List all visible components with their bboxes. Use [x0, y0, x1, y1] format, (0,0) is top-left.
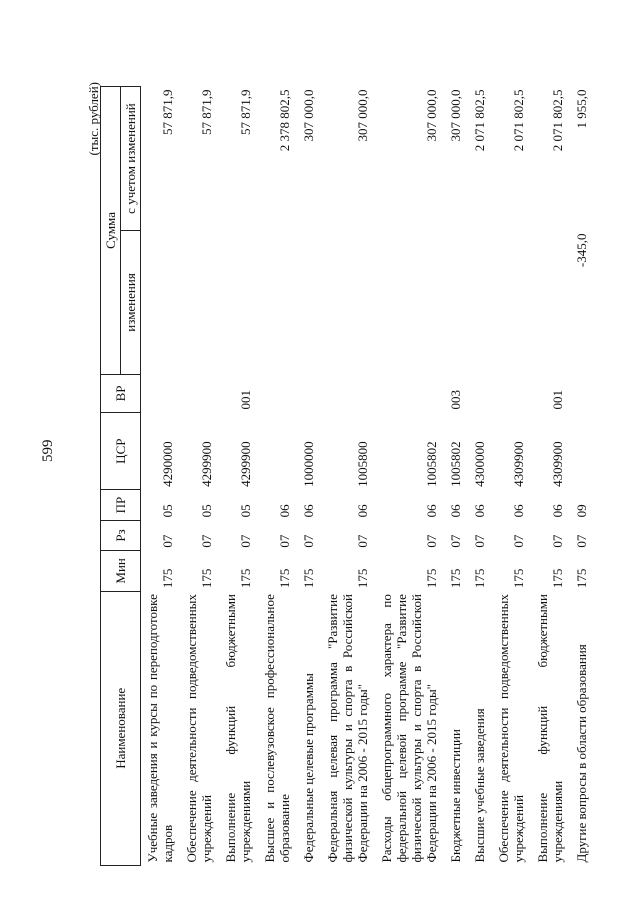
header-csr: ЦСР [101, 413, 141, 490]
row-total: 57 871,9 [199, 89, 214, 135]
row-pr: 05 [238, 504, 253, 518]
row-change [219, 231, 258, 375]
row-name: Высшее и послевузовское профессиональное образование [262, 594, 292, 863]
table-row [297, 87, 321, 866]
row-rz: 07 [160, 534, 175, 548]
row-rz: 07 [355, 534, 370, 548]
row-csr: 4290000 [160, 441, 175, 487]
row-total: 2 071 802,5 [472, 89, 487, 152]
row-total: 307 000,0 [301, 89, 316, 142]
table-row [219, 87, 258, 866]
row-vr: 001 [238, 390, 253, 410]
row-rz: 07 [277, 534, 292, 548]
header-with-change: с учетом изменений [121, 87, 141, 231]
header-min: Мин [101, 551, 141, 591]
row-min: 175 [301, 568, 316, 589]
row-total: 307 000,0 [355, 89, 370, 142]
row-total: 307 000,0 [448, 89, 463, 142]
row-rz: 07 [511, 534, 526, 548]
row-total: 2 071 802,5 [511, 89, 526, 152]
row-name: Учебные заведения и курсы по переподготовке кадров [145, 594, 175, 863]
row-min: 175 [355, 568, 370, 589]
row-rz: 07 [448, 534, 463, 548]
row-total: 307 000,0 [424, 89, 439, 142]
row-vr [321, 374, 375, 412]
row-rz: 07 [472, 534, 487, 548]
row-name: Обеспечение деятельности подведомственных учреждений [184, 594, 214, 863]
header-name: Наименование [101, 591, 141, 865]
row-change [258, 231, 297, 375]
row-pr: 05 [199, 504, 214, 518]
header-rz: Рз [101, 520, 141, 550]
row-name: Обеспечение деятельности подведомственных учреждений [496, 594, 526, 863]
row-name: Расходы общепрограммного характера по федеральной целевой программе "Развитие физической культуры и спорта в Российской Федерации на 2006 - 2015 годы" [379, 594, 439, 863]
row-pr: 06 [472, 504, 487, 518]
row-min: 175 [550, 568, 565, 589]
page-number: 599 [40, 439, 56, 462]
header-sum: Сумма [101, 87, 121, 375]
row-vr [375, 374, 444, 412]
row-vr [468, 374, 492, 412]
row-name: Выполнение функций бюджетными учреждениями [535, 594, 565, 863]
row-min: 175 [574, 568, 589, 589]
row-vr [492, 374, 531, 412]
row-min: 175 [199, 568, 214, 589]
row-total: 2 378 802,5 [277, 89, 292, 152]
table-row [492, 87, 531, 866]
row-change [297, 231, 321, 375]
table-row [531, 87, 570, 866]
row-pr: 06 [550, 504, 565, 518]
row-total: 57 871,9 [238, 89, 253, 135]
row-min: 175 [448, 568, 463, 589]
row-name: Высшие учебные заведения [472, 708, 487, 863]
row-vr [258, 374, 297, 412]
row-vr: 003 [448, 390, 463, 410]
row-change [180, 231, 219, 375]
row-pr: 06 [277, 504, 292, 518]
row-pr: 06 [301, 504, 316, 518]
row-min: 175 [511, 568, 526, 589]
row-csr: 1005800 [355, 441, 370, 487]
row-rz: 07 [301, 534, 316, 548]
row-csr [258, 413, 297, 490]
table-header [101, 87, 141, 866]
row-change [375, 231, 444, 375]
row-csr: 1000000 [301, 441, 316, 487]
row-csr: 1005802 [448, 441, 463, 487]
table-row [570, 87, 594, 866]
row-rz: 07 [574, 534, 589, 548]
row-csr [570, 413, 594, 490]
table-row [468, 87, 492, 866]
header-vr: ВР [101, 374, 141, 412]
row-name: Выполнение функций бюджетными учреждениями [223, 594, 253, 863]
row-pr: 06 [511, 504, 526, 518]
table-row [321, 87, 375, 866]
row-total: 1 955,0 [574, 89, 589, 129]
row-change [444, 231, 468, 375]
table-row [444, 87, 468, 866]
row-total: 57 871,9 [160, 89, 175, 135]
row-change: -345,0 [574, 233, 589, 268]
header-change: изменения [121, 231, 141, 375]
table-row [258, 87, 297, 866]
row-vr [180, 374, 219, 412]
table-row [180, 87, 219, 866]
row-pr: 06 [448, 504, 463, 518]
row-csr: 4309900 [511, 441, 526, 487]
row-rz: 07 [199, 534, 214, 548]
row-name: Другие вопросы в области образования [574, 644, 589, 863]
row-pr: 09 [574, 504, 589, 518]
row-vr [141, 374, 181, 412]
row-pr: 05 [160, 504, 175, 518]
table-body [141, 87, 595, 866]
row-rz: 07 [238, 534, 253, 548]
row-rz: 07 [550, 534, 565, 548]
row-csr: 4300000 [472, 441, 487, 487]
row-pr: 06 [424, 504, 439, 518]
header-pr: ПР [101, 490, 141, 521]
row-name: Федеральные целевые программы [301, 673, 316, 863]
row-min: 175 [160, 568, 175, 589]
row-name: Федеральная целевая программа "Развитие физической культуры и спорта в Российской Федерации на 2006 - 2015 годы" [325, 594, 370, 863]
row-csr: 4309900 [550, 441, 565, 487]
row-csr: 1005802 [424, 441, 439, 487]
row-csr: 4299900 [199, 441, 214, 487]
row-vr: 001 [550, 390, 565, 410]
row-min: 175 [277, 568, 292, 589]
row-rz: 07 [424, 534, 439, 548]
row-min: 175 [238, 568, 253, 589]
budget-table [100, 86, 594, 866]
row-csr: 4299900 [238, 441, 253, 487]
row-vr [297, 374, 321, 412]
row-change [492, 231, 531, 375]
row-vr [570, 374, 594, 412]
table-row [141, 87, 181, 866]
row-name: Бюджетные инвестиции [448, 729, 463, 863]
row-change [531, 231, 570, 375]
table-row [375, 87, 444, 866]
row-min: 175 [424, 568, 439, 589]
row-change [141, 231, 181, 375]
row-pr: 06 [355, 504, 370, 518]
row-change [321, 231, 375, 375]
row-total: 2 071 802,5 [550, 89, 565, 152]
row-change [468, 231, 492, 375]
row-min: 175 [472, 568, 487, 589]
units-note: (тыс. рублей) [86, 82, 101, 156]
